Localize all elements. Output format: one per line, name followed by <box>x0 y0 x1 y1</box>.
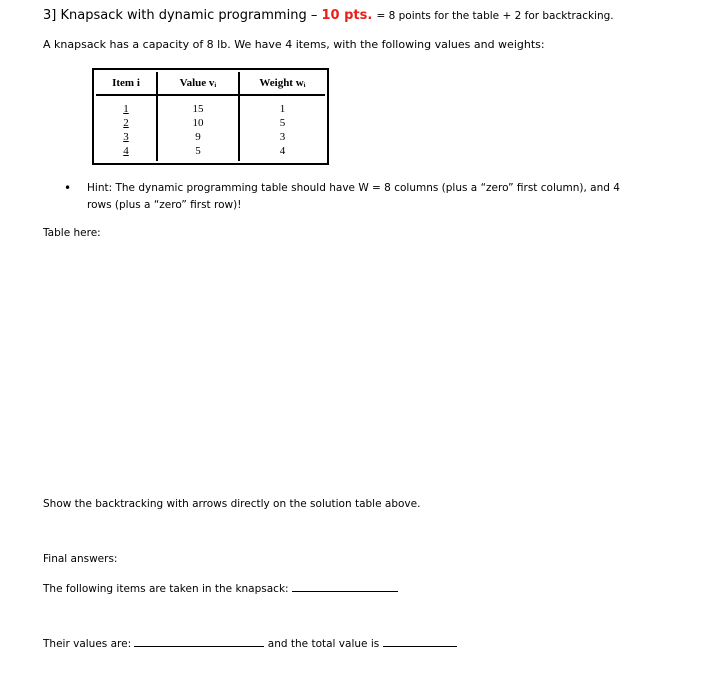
item-value: 5 <box>195 145 201 157</box>
item-number: 3 <box>123 131 129 143</box>
item-value: 10 <box>192 117 204 129</box>
table-here-label: Table here: <box>43 227 101 239</box>
weight-column <box>239 95 325 161</box>
items-table-body-row <box>96 95 325 161</box>
header-value: Value vᵢ <box>157 72 239 95</box>
items-taken-line <box>43 580 398 595</box>
question-title <box>43 8 614 23</box>
items-taken-label: The following items are taken in the knapsack: <box>43 583 289 595</box>
header-item: Item i <box>96 72 157 95</box>
items-table-header-row <box>96 72 325 95</box>
bullet-icon: • <box>64 181 72 195</box>
item-weight: 1 <box>279 103 286 115</box>
final-answers-heading: Final answers: <box>43 553 118 565</box>
value-column <box>157 95 239 161</box>
total-value-label: and the total value is <box>267 638 380 650</box>
values-label: Their values are: <box>43 638 132 650</box>
backtrack-instruction: Show the backtracking with arrows directly on the solution table above. <box>43 498 421 510</box>
item-value: 15 <box>192 103 204 115</box>
total-value-blank[interactable] <box>383 635 457 647</box>
item-number: 4 <box>123 145 129 157</box>
item-weight: 3 <box>279 131 286 143</box>
question-number: 3] <box>43 8 57 23</box>
points-breakdown: = 8 points for the table + 2 for backtracking. <box>376 10 614 22</box>
values-blank[interactable] <box>134 635 264 647</box>
values-line <box>43 635 457 650</box>
item-number: 1 <box>123 103 129 115</box>
items-table-frame <box>92 68 329 165</box>
intro-text: A knapsack has a capacity of 8 lb. We have 4 items, with the following values and weights: <box>43 38 545 51</box>
question-topic: Knapsack with dynamic programming <box>60 8 307 23</box>
item-number: 2 <box>123 117 129 129</box>
items-table <box>96 72 325 161</box>
item-value: 9 <box>195 131 201 143</box>
header-weight: Weight wᵢ <box>239 72 325 95</box>
items-taken-blank[interactable] <box>292 580 398 592</box>
item-column <box>96 95 157 161</box>
question-dash: – <box>310 8 318 23</box>
hint-text: Hint: The dynamic programming table should have W = 8 columns (plus a “zero” first column), and 4 rows (plus a “zero” first row)! <box>87 182 620 211</box>
question-points: 10 pts. <box>321 8 373 23</box>
item-weight: 5 <box>279 117 286 129</box>
item-weight: 4 <box>279 145 286 157</box>
